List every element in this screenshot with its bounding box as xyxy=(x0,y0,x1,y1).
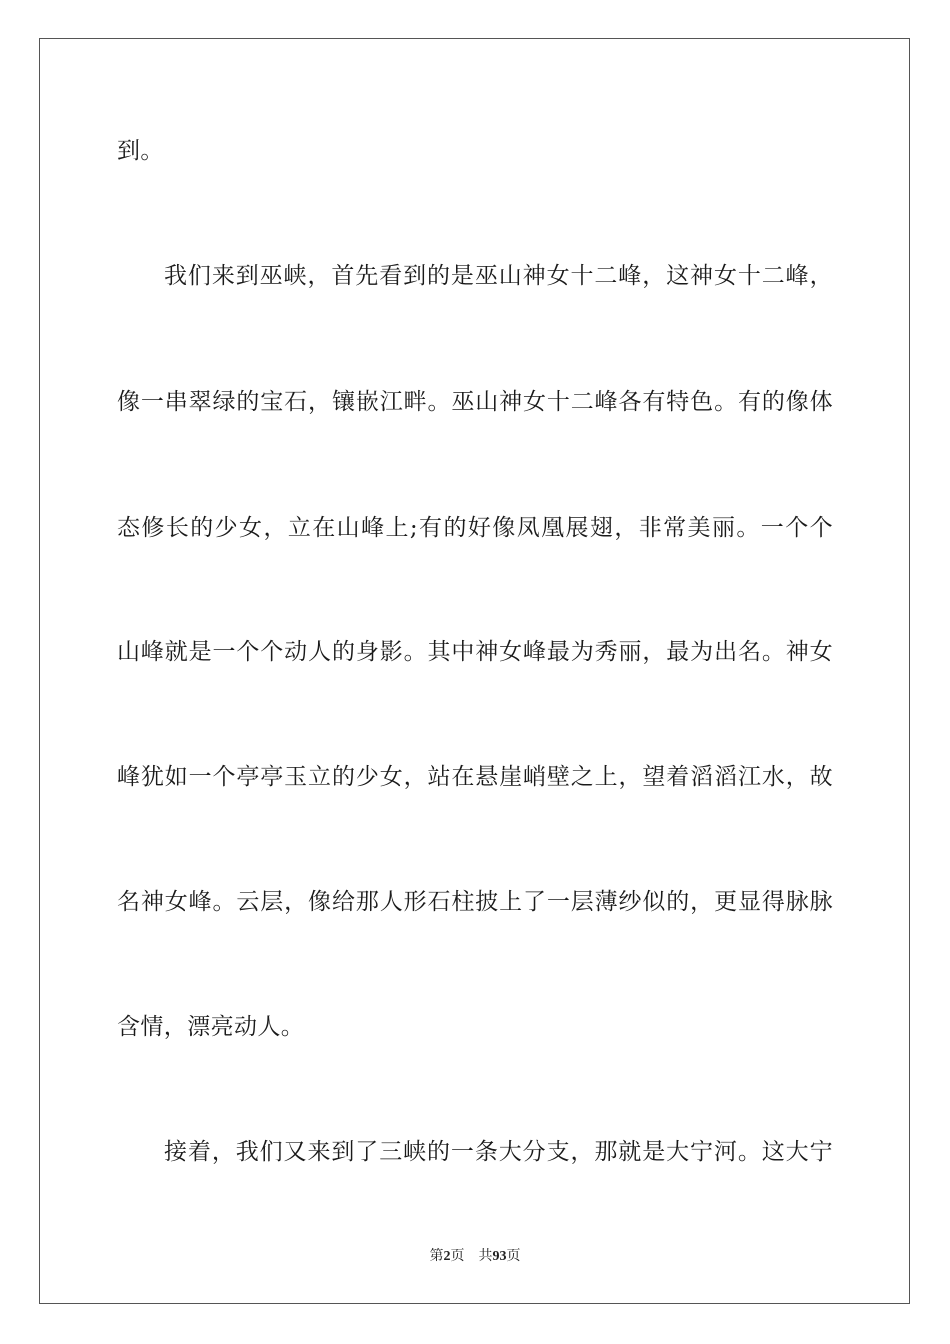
total-prefix: 共 xyxy=(478,1248,493,1264)
page-prefix: 第 xyxy=(429,1248,444,1264)
paragraph-line: 含情，漂亮动人。 xyxy=(117,1014,305,1040)
page-border xyxy=(39,38,910,1304)
page-number: 2 xyxy=(443,1249,451,1264)
paragraph-line: 山峰就是一个个动人的身影。其中神女峰最为秀丽，最为出名。神女 xyxy=(117,639,833,665)
total-pages: 93 xyxy=(492,1249,507,1264)
paragraph-line: 我们来到巫峡，首先看到的是巫山神女十二峰，这神女十二峰， xyxy=(164,263,833,289)
paragraph-line: 态修长的少女，立在山峰上;有的好像凤凰展翅，非常美丽。一个个 xyxy=(117,515,833,541)
page-suffix: 页 xyxy=(450,1248,465,1264)
paragraph-line: 像一串翠绿的宝石，镶嵌江畔。巫山神女十二峰各有特色。有的像体 xyxy=(117,389,833,415)
paragraph-line: 接着，我们又来到了三峡的一条大分支，那就是大宁河。这大宁 xyxy=(164,1139,833,1165)
paragraph-line: 到。 xyxy=(117,138,164,164)
paragraph-line: 名神女峰。云层，像给那人形石柱披上了一层薄纱似的，更显得脉脉 xyxy=(117,889,833,915)
page-footer xyxy=(0,1247,950,1266)
total-suffix: 页 xyxy=(506,1248,521,1264)
paragraph-line: 峰犹如一个亭亭玉立的少女，站在悬崖峭壁之上，望着滔滔江水，故 xyxy=(117,764,833,790)
